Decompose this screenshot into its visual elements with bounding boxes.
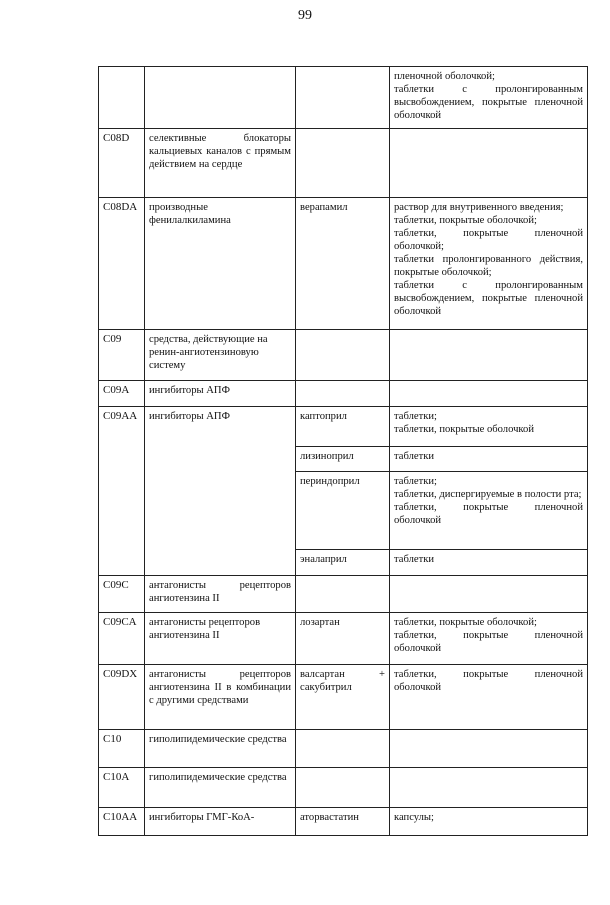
dosage-form: таблетки, покрытые пленочной оболочкой	[394, 669, 583, 693]
atc-code	[99, 67, 145, 129]
atc-code: C09A	[99, 381, 145, 407]
dosage-forms	[390, 730, 588, 768]
dosage-forms	[390, 613, 588, 665]
drug-name	[296, 330, 390, 381]
group-name: ингибиторы АПФ	[145, 381, 296, 407]
dosage-forms	[390, 808, 588, 836]
drug-classification-table	[98, 66, 588, 836]
dosage-form: пленочной оболочкой;	[394, 71, 495, 82]
table-row	[99, 381, 588, 407]
dosage-forms	[390, 447, 588, 472]
dosage-forms	[390, 381, 588, 407]
drug-name	[296, 730, 390, 768]
atc-code: C09	[99, 330, 145, 381]
dosage-forms	[390, 768, 588, 808]
dosage-form: таблетки;	[394, 411, 437, 422]
atc-code: C09CA	[99, 613, 145, 665]
dosage-form: таблетки, покрытые оболочкой;	[394, 215, 537, 226]
dosage-form: таблетки	[394, 554, 435, 565]
group-name: селективные блокаторы кальциевых каналов с прямым действием на сердце	[145, 129, 296, 198]
drug-name: валсартан + сакубитрил	[296, 665, 390, 730]
atc-code: C10A	[99, 768, 145, 808]
atc-code: C10	[99, 730, 145, 768]
drug-name: лизиноприл	[296, 447, 390, 472]
drug-name	[296, 129, 390, 198]
dosage-forms	[390, 330, 588, 381]
group-name: антагонисты рецепторов ангиотензина II	[145, 613, 296, 665]
dosage-forms	[390, 472, 588, 550]
drug-name	[296, 768, 390, 808]
dosage-forms	[390, 67, 588, 129]
dosage-form: таблетки, покрытые пленочной оболочкой	[394, 630, 583, 654]
drug-name: каптоприл	[296, 407, 390, 447]
group-name: средства, действующие на ренин-ангиотензиновую систему	[145, 330, 296, 381]
drug-name	[296, 381, 390, 407]
group-name: гиполипидемические средства	[145, 768, 296, 808]
dosage-form: таблетки с пролонгированным высвобождением, покрытые пленочной оболочкой	[394, 84, 583, 121]
atc-code: C08DA	[99, 198, 145, 330]
drug-name: верапамил	[296, 198, 390, 330]
drug-name	[296, 576, 390, 613]
atc-code: C10AA	[99, 808, 145, 836]
dosage-forms	[390, 665, 588, 730]
dosage-form: капсулы;	[394, 812, 434, 823]
table-row	[99, 129, 588, 198]
dosage-forms	[390, 129, 588, 198]
table-row	[99, 198, 588, 330]
dosage-form: раствор для внутривенного введения;	[394, 202, 564, 213]
dosage-form: таблетки, покрытые оболочкой;	[394, 617, 537, 628]
atc-code: C09DX	[99, 665, 145, 730]
dosage-form: таблетки, покрытые оболочкой	[394, 424, 534, 435]
group-name: ингибиторы ГМГ-КоА-	[145, 808, 296, 836]
dosage-forms	[390, 407, 588, 447]
atc-code: C08D	[99, 129, 145, 198]
dosage-forms	[390, 550, 588, 576]
group-name	[145, 67, 296, 129]
dosage-form: таблетки;	[394, 476, 437, 487]
page-number: 99	[298, 8, 312, 23]
dosage-forms	[390, 198, 588, 330]
drug-name: периндоприл	[296, 472, 390, 550]
group-name: ингибиторы АПФ	[145, 407, 296, 576]
table-row	[99, 808, 588, 836]
group-name: гиполипидемические средства	[145, 730, 296, 768]
atc-code: C09AA	[99, 407, 145, 576]
atc-code: C09C	[99, 576, 145, 613]
table-row	[99, 730, 588, 768]
drug-name: аторвастатин	[296, 808, 390, 836]
group-name: антагонисты рецепторов ангиотензина II	[145, 576, 296, 613]
table-row	[99, 665, 588, 730]
table-row	[99, 407, 588, 447]
group-name: производные фенилалкиламина	[145, 198, 296, 330]
drug-name: лозартан	[296, 613, 390, 665]
table-row	[99, 67, 588, 129]
group-name: антагонисты рецепторов ангиотензина II в комбинации с другими средствами	[145, 665, 296, 730]
table-row	[99, 576, 588, 613]
drug-name: эналаприл	[296, 550, 390, 576]
table-row	[99, 330, 588, 381]
dosage-form: таблетки пролонгированного действия, покрытые оболочкой;	[394, 254, 583, 278]
table-row	[99, 613, 588, 665]
dosage-form: таблетки, диспергируемые в полости рта;	[394, 489, 582, 500]
dosage-form: таблетки	[394, 451, 435, 462]
dosage-form: таблетки, покрытые пленочной оболочкой;	[394, 228, 583, 252]
drug-name	[296, 67, 390, 129]
dosage-form: таблетки, покрытые пленочной оболочкой	[394, 502, 583, 526]
dosage-form: таблетки с пролонгированным высвобождением, покрытые пленочной оболочкой	[394, 280, 583, 317]
dosage-forms	[390, 576, 588, 613]
table-row	[99, 768, 588, 808]
